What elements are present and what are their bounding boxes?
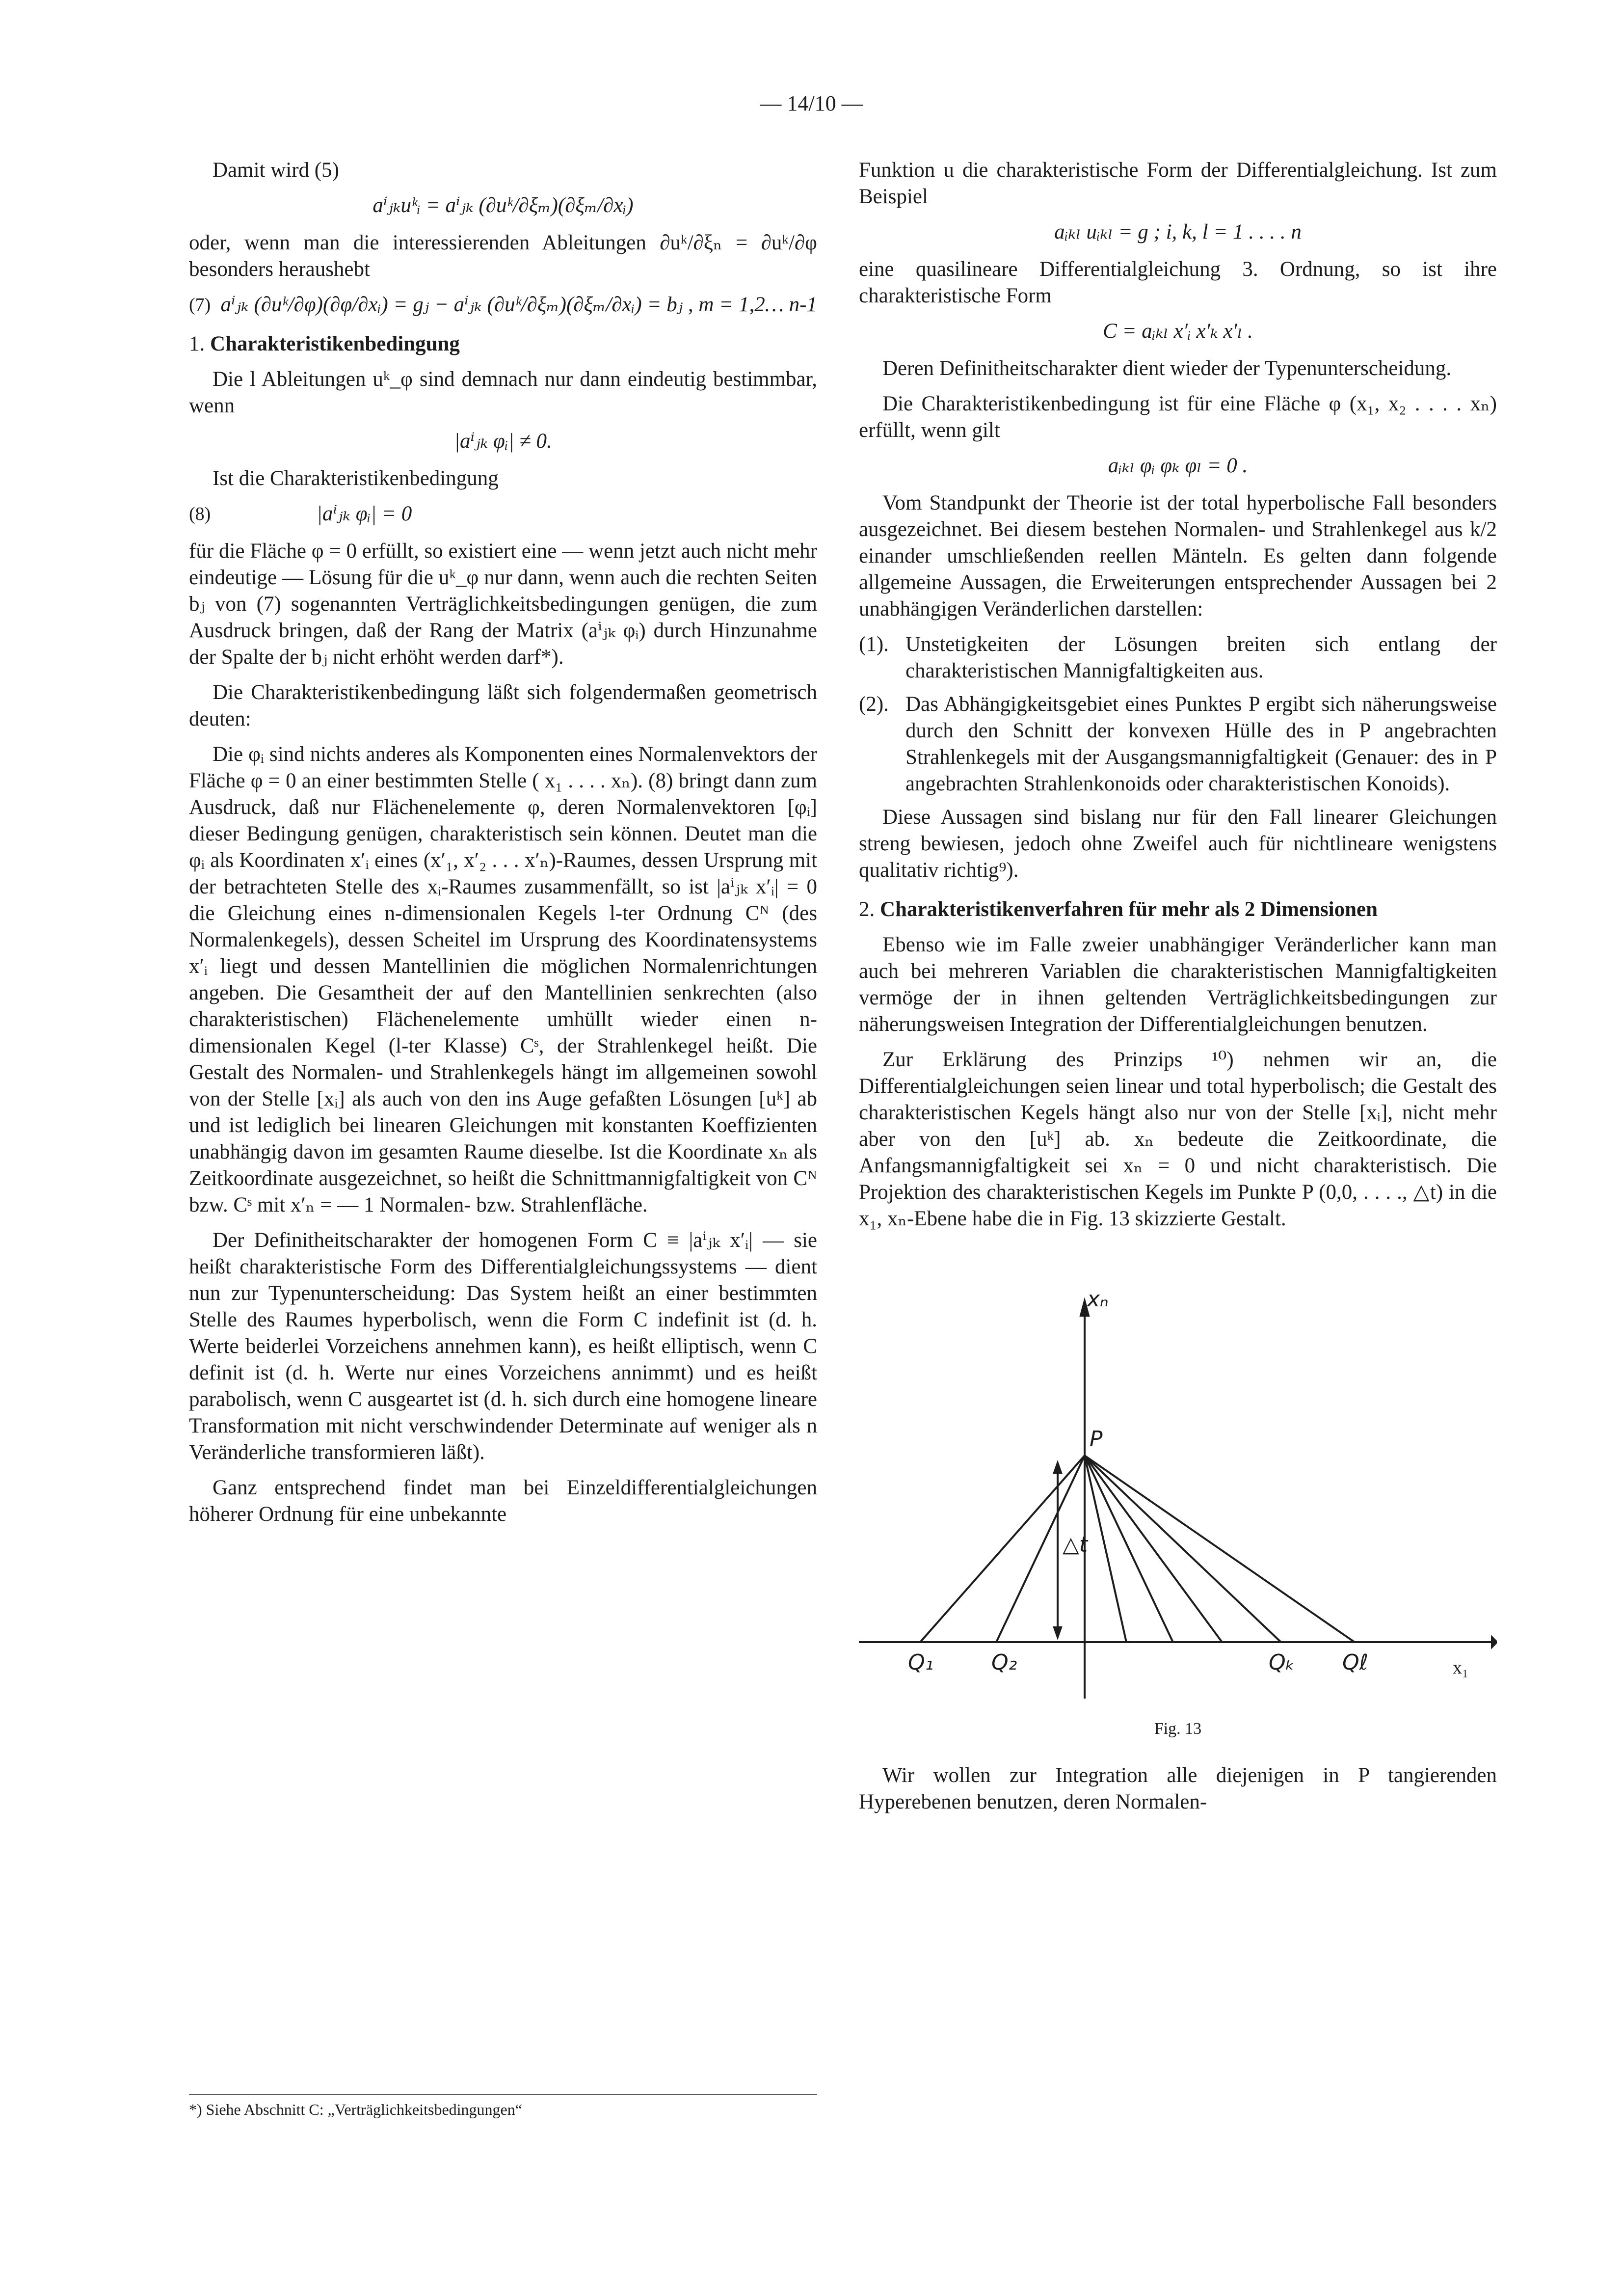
equation-characteristic-form: C = aᵢₖₗ x′ᵢ x′ₖ x′ₗ . <box>1103 320 1253 343</box>
left-paragraph-9: Ganz entsprechend findet man bei Einzeldifferentialgleichungen höherer Ordnung für eine unbekannte <box>189 1476 817 1526</box>
list-item: (2). Das Abhängigkeitsgebiet eines Punktes P ergibt sich näherungsweise durch den Schnitt der konvexen Hülle des in P angebrachten Strahlenkegels mit der Ausgangsmannigfaltigkeit (Genauer: des in P angebrachten Strahlenkonoids oder charakteristischen Konoids). <box>859 693 1497 795</box>
equation-nonzero: |aⁱⱼₖ φᵢ| ≠ 0. <box>454 430 552 453</box>
cone-line-ql <box>1085 1456 1355 1642</box>
right-paragraph-4: Die Charakteristikenbedingung ist für eine Fläche φ (x₁, x₂ . . . . xₙ) erfüllt, wenn gilt <box>859 392 1497 442</box>
cone-line-q1 <box>920 1456 1085 1642</box>
figure-13 <box>859 1257 1497 1748</box>
left-column <box>189 157 817 1537</box>
x1-axis-arrow <box>1492 1637 1497 1647</box>
right-paragraph-9: Wir wollen zur Integration alle diejenigen in P tangierenden Hyperebenen benutzen, deren Normalen- <box>859 1764 1497 1813</box>
left-paragraph-1: Damit wird (5) <box>213 159 339 182</box>
section-heading-2: 2. Charakteristikenverfahren für mehr als 2 Dimensionen <box>859 898 1378 921</box>
point-label-ql: Qℓ <box>1342 1650 1368 1675</box>
left-paragraph-3: Die l Ableitungen uᵏ_φ sind demnach nur dann eindeutig bestimmbar, wenn <box>189 368 817 417</box>
point-label-q1: Q₁ <box>908 1650 934 1675</box>
point-label-qk: Qₖ <box>1269 1650 1295 1675</box>
axis-label-x1: x₁ <box>1453 1657 1469 1678</box>
cone-line <box>1085 1456 1173 1642</box>
right-paragraph-2: eine quasilineare Differentialgleichung 3. Ordnung, so ist ihre charakteristische Form <box>859 258 1497 307</box>
characteristic-cone-diagram <box>859 1257 1497 1748</box>
axis-label-xn: xₙ <box>1087 1287 1109 1312</box>
equation-quasilinear: aᵢₖₗ uᵢₖₗ = g ; i, k, l = 1 . . . . n <box>1054 220 1302 243</box>
left-paragraph-2: oder, wenn man die interessierenden Ableitungen ∂uᵏ/∂ξₙ = ∂uᵏ/∂φ besonders heraushebt <box>189 231 817 281</box>
right-column <box>859 157 1497 1824</box>
right-paragraph-6: Diese Aussagen sind bislang nur für den Fall linearer Gleichungen streng bewiesen, jedoch ohne Zweifel auch für nichtlineare wenigstens qualitativ richtig⁹). <box>859 806 1497 882</box>
left-paragraph-7: Die φᵢ sind nichts anderes als Komponenten eines Normalenvektors der Fläche φ = 0 an einer bestimmten Stelle ( x₁ . . . . xₙ). (8) bringt dann zum Ausdruck, daß nur Flächenelemente φ, deren Normalenvektoren [φᵢ] dieser Bedingung genügen, charakteristisch sein können. Deutet man die φᵢ als Koordinaten x′ᵢ eines (x′₁, x′₂ . . . x′ₙ)-Raumes, dessen Ursprung mit der betrachteten Stelle des xᵢ-Raumes zusammenfällt, so ist |aⁱⱼₖ x′ᵢ| = 0 die Gleichung eines n-dimensionalen Kegels l-ter Ordnung Cᴺ (des Normalenkegels), dessen Scheitel im Ursprung des Koordinatensystems x′ᵢ liegt und dessen Mantellinien die möglichen Normalenrichtungen angeben. Die Gesamtheit der auf den Mantellinien senkrechten (also charakteristischen) Flächenelemente umhüllt wieder einen n-dimensionalen Kegel (l-ter Klasse) Cˢ, der Strahlenkegel heißt. Die Gestalt des Normalen- und Strahlenkegels hängt im allgemeinen sowohl von der Stelle [xᵢ] als auch von den ins Auge gefaßten Lösungen [uᵏ] ab und ist lediglich bei linearen Gleichungen mit konstanten Koeffizienten unabhängig davon im gesamten Raume dieselbe. Ist die Koordinate xₙ als Zeitkoordinate ausgezeichnet, so heißt die Schnittmannigfaltigkeit von Cᴺ bzw. Cˢ mit x′ₙ = — 1 Normalen- bzw. Strahlenfläche. <box>189 743 817 1216</box>
left-paragraph-5: für die Fläche φ = 0 erfüllt, so existiert eine — wenn jetzt auch nicht mehr eindeutige — Lösung für die uᵏ_φ nur dann, wenn auch die rechten Seiten bⱼ von (7) sogenannten Verträglichkeitsbedingungen genügen, die zum Ausdruck bringen, daß der Rang der Matrix (aⁱⱼₖ φᵢ) durch Hinzunahme der Spalte der bⱼ nicht erhöht werden darf*). <box>189 540 817 669</box>
point-label-q2: Q₂ <box>991 1650 1017 1675</box>
right-paragraph-7: Ebenso wie im Falle zweier unabhängiger Veränderlicher kann man auch bei mehreren Variablen die charakteristischen Mannigfaltigkeiten vermöge der in ihnen geltenden Verträglichkeitsbedingungen zur näherungsweisen Integration der Differentialgleichungen benutzen. <box>859 933 1497 1036</box>
point-label-p: P <box>1090 1427 1103 1452</box>
left-paragraph-4: Ist die Charakteristikenbedingung <box>213 467 499 490</box>
list-item: (1). Unstetigkeiten der Lösungen breiten sich entlang der charakteristischen Mannigfaltigkeiten aus. <box>859 633 1497 682</box>
equation-8: (8) |aⁱⱼₖ φᵢ| = 0 <box>189 502 412 525</box>
delta-t-label: △t <box>1063 1532 1088 1557</box>
right-paragraph-8: Zur Erklärung des Prinzips ¹⁰) nehmen wir an, die Differentialgleichungen seien linear und total hyperbolisch; die Gestalt des charakteristischen Kegels hängt also nur von der Stelle [xᵢ], nicht mehr aber von den [uᵏ] ab. xₙ bedeute die Zeitkoordinate, die Anfangsmannigfaltigkeit sei xₙ = 0 und nicht charakteristisch. Die Projektion des charakteristischen Kegels im Punkte P (0,0, . . . ., △t) in die x₁, xₙ-Ebene habe die in Fig. 13 skizzierte Gestalt. <box>859 1048 1497 1230</box>
equation-5: aⁱⱼₖuᵏᵢ = aⁱⱼₖ (∂uᵏ/∂ξₘ)(∂ξₘ/∂xᵢ) <box>372 194 634 217</box>
left-paragraph-6: Die Charakteristikenbedingung läßt sich folgendermaßen geometrisch deuten: <box>189 681 817 730</box>
right-paragraph-5: Vom Standpunkt der Theorie ist der total hyperbolische Fall besonders ausgezeichnet. Bei diesem bestehen Normalen- und Strahlenkegel aus k/2 einander umschließenden reellen Mänteln. Es gelten dann folgende allgemeine Aussagen, die Erweiterungen entsprechender Aussagen bei 2 unabhängigen Veränderlichen darstellen: <box>859 491 1497 621</box>
cone-line-qk <box>1085 1456 1281 1642</box>
right-paragraph-3: Deren Definitheitscharakter dient wieder der Typenunterscheidung. <box>882 357 1452 380</box>
equation-7: (7) aⁱⱼₖ (∂uᵏ/∂φ)(∂φ/∂xᵢ) = gⱼ − aⁱⱼₖ (∂uᵏ/∂ξₘ)(∂ξₘ/∂xᵢ) = bⱼ , m = 1,2… n-1 <box>189 293 817 316</box>
figure-caption: Fig. 13 <box>1154 1720 1202 1738</box>
page-number: — 14/10 — <box>760 91 863 115</box>
footnote: *) Siehe Abschnitt C: „Verträglichkeitsbedingungen“ <box>189 2094 817 2119</box>
equation-condition: aᵢₖₗ φᵢ φₖ φₗ = 0 . <box>1108 454 1248 477</box>
left-paragraph-8: Der Definitheitscharakter der homogenen Form C ≡ |aⁱⱼₖ x′ᵢ| — sie heißt charakteristische Form des Differentialgleichungssystems — dient nun zur Typenunterscheidung: Das System heißt an einer bestimmten Stelle des Raumes hyperbolisch, wenn die Form C indefinit ist (d. h. Werte beiderlei Vorzeichens annehmen kann), es heißt elliptisch, wenn C definit ist (d. h. Werte nur eines Vorzeichens annimmt) und es heißt parabolisch, wenn C ausgeartet ist (d. h. sich durch eine homogene lineare Transformation mit nicht verschwindender Determinate auf weniger als n Veränderliche transformieren läßt). <box>189 1229 817 1464</box>
section-heading-1: 1. Charakteristikenbedingung <box>189 332 460 355</box>
right-paragraph-1: Funktion u die charakteristische Form der Differentialgleichung. Ist zum Beispiel <box>859 159 1497 208</box>
